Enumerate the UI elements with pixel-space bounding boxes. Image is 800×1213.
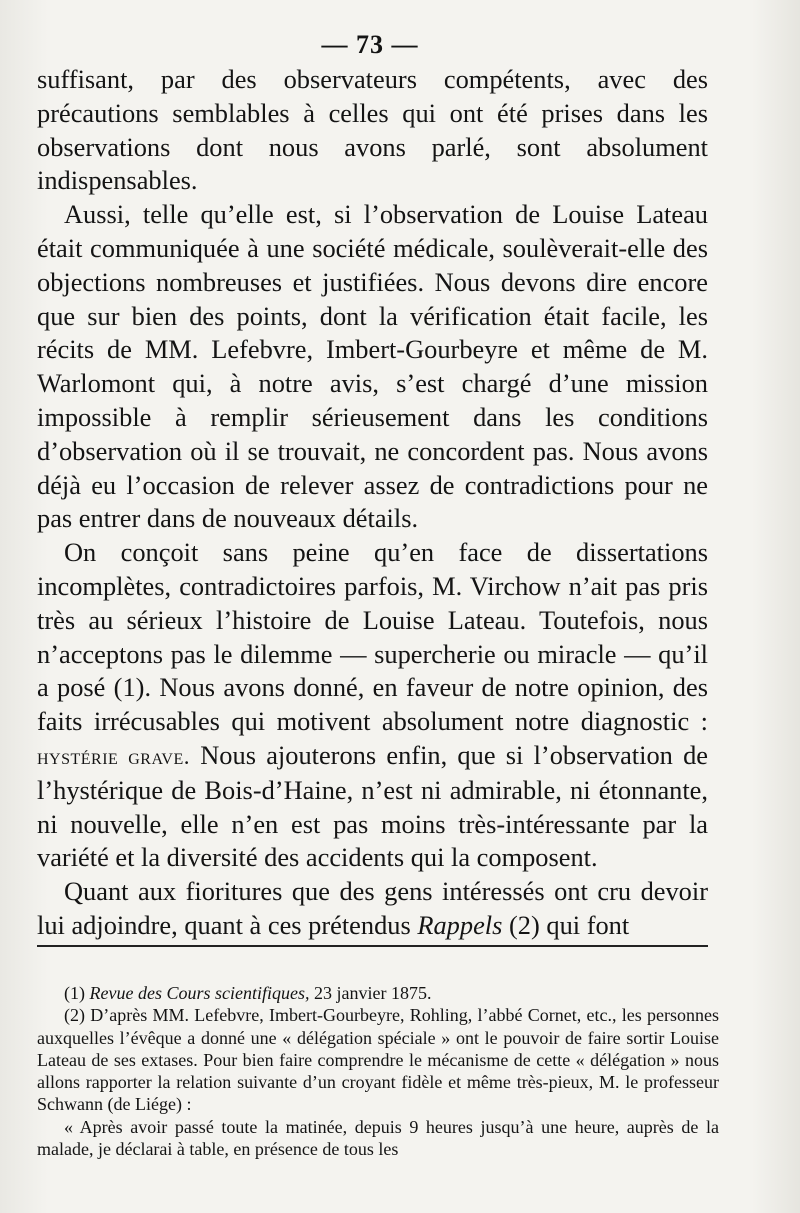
rappels-italic: Rappels [417, 909, 503, 940]
footnote-1-source: Revue des Cours scientifiques, [89, 983, 310, 1003]
paragraph-virchow-conclusion: Nous ajouterons enfin, que si l’observation de l’hystérique de Bois-d’Haine, n’est ni admirable, ni étonnante, ni nouvelle, elle n’en est pas moins très-intéressante par la variété et la diversité des accidents qui la composent. [37, 739, 708, 873]
paragraph-fioritures-text: Quant aux fioritures que des gens intéressés ont cru devoir lui adjoindre, quant à ces prétendus [37, 876, 708, 940]
footnotes [37, 982, 719, 1160]
footnote-1 [37, 982, 719, 1004]
paragraph-continuation: suffisant, par des observateurs compétents, avec des précautions semblables à celles qui ont été prises dans les observations dont nous avons parlé, sont absolument indispensables. [37, 64, 708, 196]
paragraph-fioritures [37, 875, 708, 943]
paragraph-virchow [37, 536, 708, 875]
footnote-2-quote: « Après avoir passé toute la matinée, depuis 9 heures jusqu’à une heure, auprès de la malade, je déclarai à table, en présence de tous les [37, 1116, 719, 1160]
footnote-1-date: 23 janvier 1875. [313, 983, 432, 1003]
page-number: — 73 — [321, 30, 419, 59]
footnote-2: (2) D’après MM. Lefebvre, Imbert-Gourbeyre, Rohling, l’abbé Cornet, etc., les personnes auxquelles l’évêque a donné une « délégation spéciale » ont le pouvoir de faire sortir Louise Lateau de ses extases. Pour bien faire comprendre le mécanisme de cette « délégation » nous allons rapporter la relation suivante d’un croyant fidèle et même très-pieux, M. le professeur Schwann (de Liége) : [37, 1005, 719, 1115]
paragraph-virchow-text: On conçoit sans peine qu’en face de dissertations incomplètes, contradictoires parfois, M. Virchow n’ait pas pris très au sérieux l’histoire de Louise Lateau. Toutefois, nous n’acceptons pas le dilemme — supercherie ou miracle — qu’il a posé (1). Nous avons donné, en faveur de notre opinion, des faits irrécusables qui motivent absolument notre diagnostic : [37, 537, 708, 737]
paragraph-fioritures-end: (2) qui font [509, 909, 630, 940]
paragraph-lateau-observation: Aussi, telle qu’elle est, si l’observation de Louise Lateau était communiquée à une société médicale, soulèverait-elle des objections nombreuses et justifiées. Nous devons dire encore que sur bien des points, dont la vérification était facile, les récits de MM. Lefebvre, Imbert-Gourbeyre et même de M. Warlomont qui, à notre avis, s’est chargé d’une mission impossible à remplir sérieusement dans les conditions d’observation où il se trouvait, ne concordent pas. Nous avons déjà eu l’occasion de relever assez de contradictions pour ne pas entrer dans de nouveaux détails. [37, 199, 708, 534]
diagnosis-small-caps: hystérie grave. [37, 743, 191, 769]
footnote-1-number: (1) [64, 983, 85, 1003]
main-text [37, 63, 708, 943]
footnote-rule [37, 945, 708, 947]
